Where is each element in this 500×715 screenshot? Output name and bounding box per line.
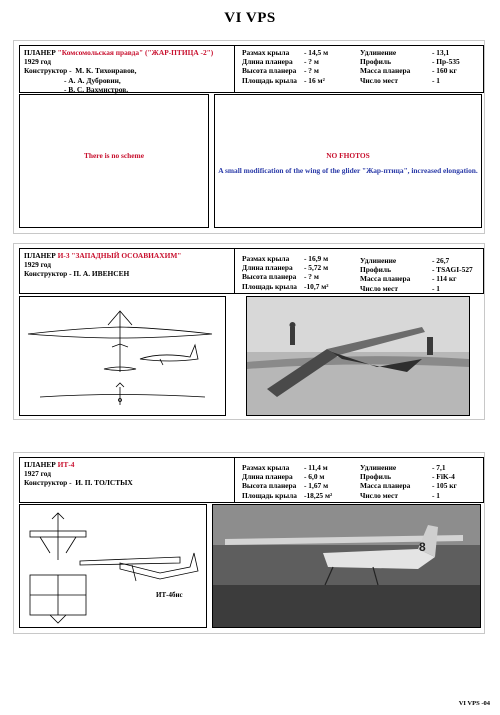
spec-value: - 114 кг [432, 274, 457, 284]
spec-value: - 16,9 м [304, 254, 329, 263]
spec-value: - 160 кг [432, 66, 457, 76]
glider-1-name: "Комсомольская правда" ("ЖАР-ПТИЦА -2") [57, 48, 214, 57]
glider-3-year: 1927 год [24, 469, 52, 479]
glider-2-header [19, 248, 484, 294]
spec-key: Удлинение [360, 48, 397, 57]
spec-value: - Пр-535 [432, 57, 460, 67]
designer-name: И. П. ТОЛСТЫХ [75, 478, 133, 488]
glider-type-label: ПЛАНЕР [24, 460, 56, 469]
spec-value: - ? м [304, 272, 319, 282]
glider-2-scheme-drawing [20, 297, 225, 415]
glider-2-photo [246, 296, 470, 416]
spec-value: - 1 [432, 75, 441, 85]
spec-value: - 26,7 [432, 256, 450, 265]
page-title: VI VPS [224, 10, 276, 26]
photo-box [214, 94, 482, 228]
spec-key: Высота планера [242, 481, 297, 491]
spec-key: Число мест [360, 75, 398, 85]
glider-section-3 [13, 452, 485, 634]
spec-value: - 5,72 м [304, 263, 329, 273]
spec-key: Размах крыла [242, 254, 290, 263]
glider-2-specs [236, 249, 483, 293]
page-footer: VI VPS -04 [458, 700, 490, 707]
glider-3-photo [212, 504, 481, 628]
spec-value: - 6,0 м [304, 472, 325, 482]
glider-2-photo-image [247, 297, 469, 415]
glider-type-label: ПЛАНЕР [24, 251, 56, 260]
spec-value: - 7,1 [432, 463, 446, 472]
spec-value: - ? м [304, 66, 319, 76]
spec-key: Площадь крыла [242, 75, 298, 85]
designer-name: М. К. Тихонравов, [75, 66, 137, 76]
glider-2-info [20, 249, 235, 293]
scheme-box [19, 94, 209, 228]
spec-value: - 1 [432, 490, 441, 500]
designer-name: - В. С. Вахмистров. [64, 84, 129, 94]
photo-number-marking: 8 [419, 540, 426, 554]
glider-2-scheme [19, 296, 226, 416]
glider-1-header [19, 45, 484, 93]
spec-key: Число мест [360, 490, 398, 500]
spec-value: - 14,5 м [304, 48, 329, 57]
designer-name: - А. А. Дубровин, [64, 75, 121, 85]
spec-value: -10,7 м² [304, 281, 329, 291]
spec-key: Профиль [360, 472, 391, 482]
spec-value: - FiK-4 [432, 472, 455, 482]
glider-3-scheme [19, 504, 207, 628]
spec-value: - 105 кг [432, 481, 457, 491]
spec-key: Профиль [360, 265, 391, 275]
designer-name: П. А. ИВЕНСЕН [73, 269, 130, 279]
glider-1-year: 1929 год [24, 57, 52, 67]
spec-key: Удлинение [360, 463, 397, 472]
glider-3-photo-image [213, 505, 480, 627]
no-photos-text: NO FHOTOS [326, 151, 370, 160]
spec-key: Площадь крыла [242, 281, 298, 291]
glider-1-info [20, 46, 235, 92]
glider-section-1 [13, 40, 485, 234]
designer-label: Конструктор - [24, 478, 72, 488]
designer-label: Конструктор - [24, 269, 72, 279]
glider-3-specs [236, 458, 483, 502]
spec-key: Масса планера [360, 481, 411, 491]
glider-3-header [19, 457, 484, 503]
spec-key: Масса планера [360, 66, 411, 76]
spec-key: Размах крыла [242, 48, 290, 57]
spec-key: Высота планера [242, 66, 297, 76]
glider-2-name: И-3 "ЗАПАДНЫЙ ОСОАВИАХИМ" [57, 251, 182, 260]
glider-note: A small modification of the wing of the glider "Жар-птица", increased elongation. [218, 166, 478, 175]
scheme-caption: ИТ-4бис [156, 591, 183, 599]
spec-key: Удлинение [360, 256, 397, 265]
glider-2-year: 1929 год [24, 260, 52, 270]
spec-value: -18,25 м² [304, 490, 333, 500]
spec-value: - 11,4 м [304, 463, 328, 472]
spec-key: Масса планера [360, 274, 411, 284]
spec-key: Длина планера [242, 472, 293, 482]
no-scheme-text: There is no scheme [83, 151, 144, 160]
glider-3-scheme-drawing [20, 505, 206, 627]
spec-value: - ? м [304, 57, 319, 67]
spec-key: Высота планера [242, 272, 297, 282]
spec-value: - 1,67 м [304, 481, 329, 491]
spec-key: Длина планера [242, 263, 293, 273]
glider-section-2 [13, 243, 485, 420]
spec-key: Профиль [360, 57, 391, 67]
spec-value: - TSAGI-527 [432, 265, 473, 275]
glider-1-specs [236, 46, 483, 92]
spec-key: Длина планера [242, 57, 293, 67]
spec-key: Число мест [360, 283, 398, 293]
spec-key: Размах крыла [242, 463, 290, 472]
glider-3-name: ИТ-4 [57, 460, 75, 469]
spec-value: - 1 [432, 283, 441, 293]
designer-label: Конструктор - [24, 66, 72, 76]
spec-value: - 16 м² [304, 75, 325, 85]
spec-value: - 13,1 [432, 48, 450, 57]
glider-type-label: ПЛАНЕР [24, 48, 56, 57]
spec-key: Площадь крыла [242, 490, 298, 500]
glider-3-info [20, 458, 235, 502]
